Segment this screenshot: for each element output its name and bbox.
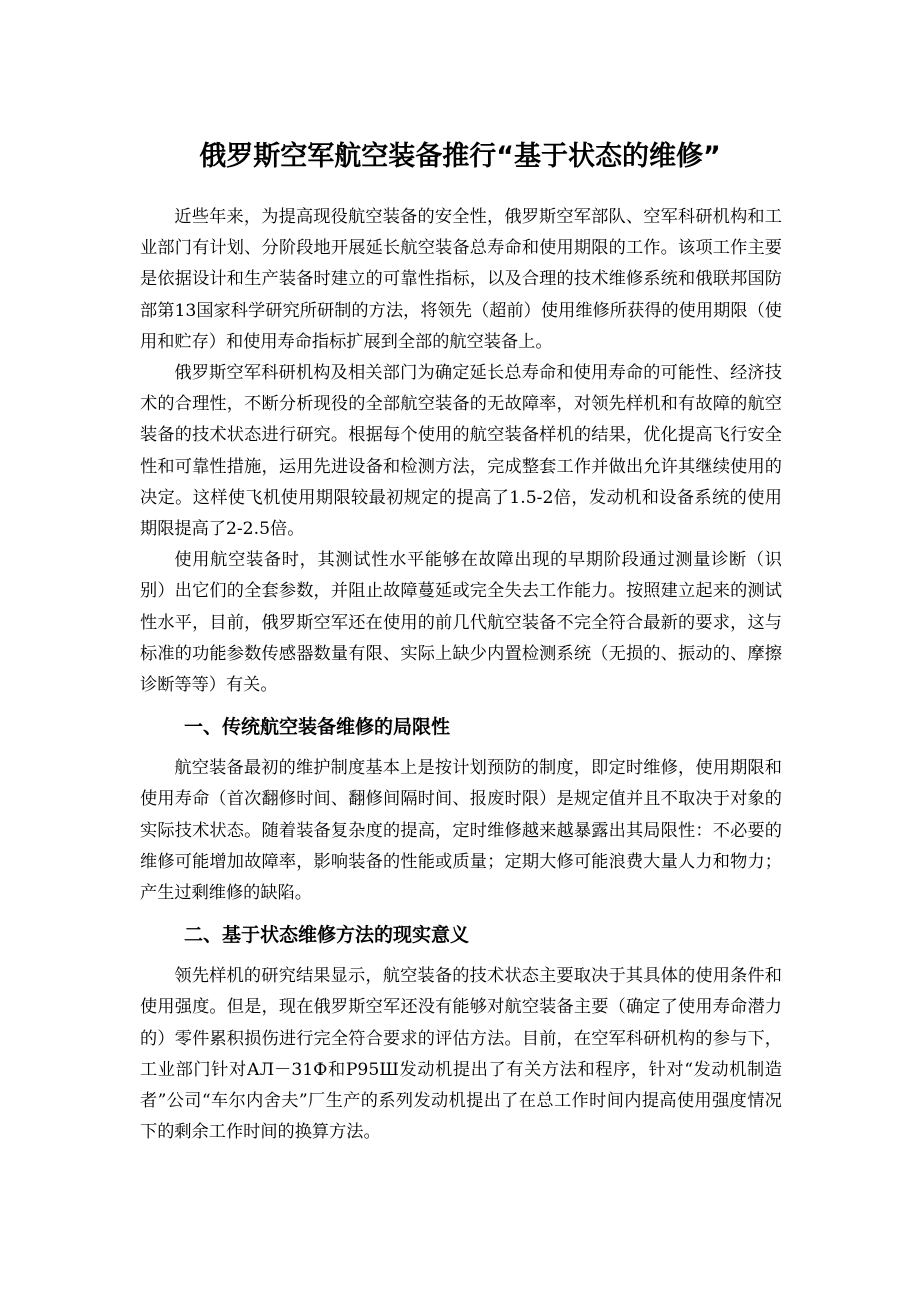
intro-paragraph-1: 近些年来，为提高现役航空装备的安全性，俄罗斯空军部队、空军科研机构和工业部门有计划、分阶段地开展延长航空装备总寿命和使用期限的工作。该项工作主要是依据设计和生产装备时建立的可靠性指标，以及合理的技术维修系统和俄联邦国防部第13国家科学研究所研制的方法，将领先（超前）使用维修所获得的使用期限（使用和贮存）和使用寿命指标扩展到全部的航空装备上。 [140, 207, 782, 352]
section-2-heading: 二、基于状态维修方法的现实意义 [184, 924, 470, 947]
section-2-paragraph: 领先样机的研究结果显示，航空装备的技术状态主要取决于其具体的使用条件和使用强度。但是，现在俄罗斯空军还没有能够对航空装备主要（确定了使用寿命潜力的）零件累积损伤进行完全符合要求的评估方法。目前，在空军科研机构的参与下，工业部门针对АЛ－31Ф和Р95Ш发动机提出了有关方法和程序，针对“发动机制造者”公司“车尔内舍夫”厂生产的系列发动机提出了在总工作时间内提高使用强度情况下的剩余工作时间的换算方法。 [140, 966, 782, 1143]
intro-paragraph-2: 俄罗斯空军科研机构及相关部门为确定延长总寿命和使用寿命的可能性、经济技术的合理性，不断分析现役的全部航空装备的无故障率，对领先样机和有故障的航空装备的技术状态进行研究。根据每个使用的航空装备样机的结果，优化提高飞行安全性和可靠性措施，运用先进设备和检测方法，完成整套工作并做出允许其继续使用的决定。这样使飞机使用期限较最初规定的提高了1.5-2倍，发动机和设备系统的使用期限提高了2-2.5倍。 [140, 363, 782, 540]
intro-paragraph-3: 使用航空装备时，其测试性水平能够在故障出现的早期阶段通过测量诊断（识别）出它们的全套参数，并阻止故障蔓延或完全失去工作能力。按照建立起来的测试性水平，目前，俄罗斯空军还在使用的前几代航空装备不完全符合最新的要求，这与标准的功能参数传感器数量有限、实际上缺少内置检测系统（无损的、振动的、摩擦诊断等等）有关。 [140, 550, 782, 696]
document-title: 俄罗斯空军航空装备推行“基于状态的维修” [199, 141, 721, 172]
section-1-paragraph: 航空装备最初的维护制度基本上是按计划预防的制度，即定时维修，使用期限和使用寿命（首次翻修时间、翻修间隔时间、报废时限）是规定值并且不取决于对象的实际技术状态。随着装备复杂度的提高，定时维修越来越暴露出其局限性：不必要的维修可能增加故障率，影响装备的性能或质量；定期大修可能浪费大量人力和物力；产生过剩维修的缺陷。 [140, 758, 782, 904]
section-1-heading: 一、传统航空装备维修的局限性 [184, 716, 451, 739]
document-body [140, 202, 782, 1148]
